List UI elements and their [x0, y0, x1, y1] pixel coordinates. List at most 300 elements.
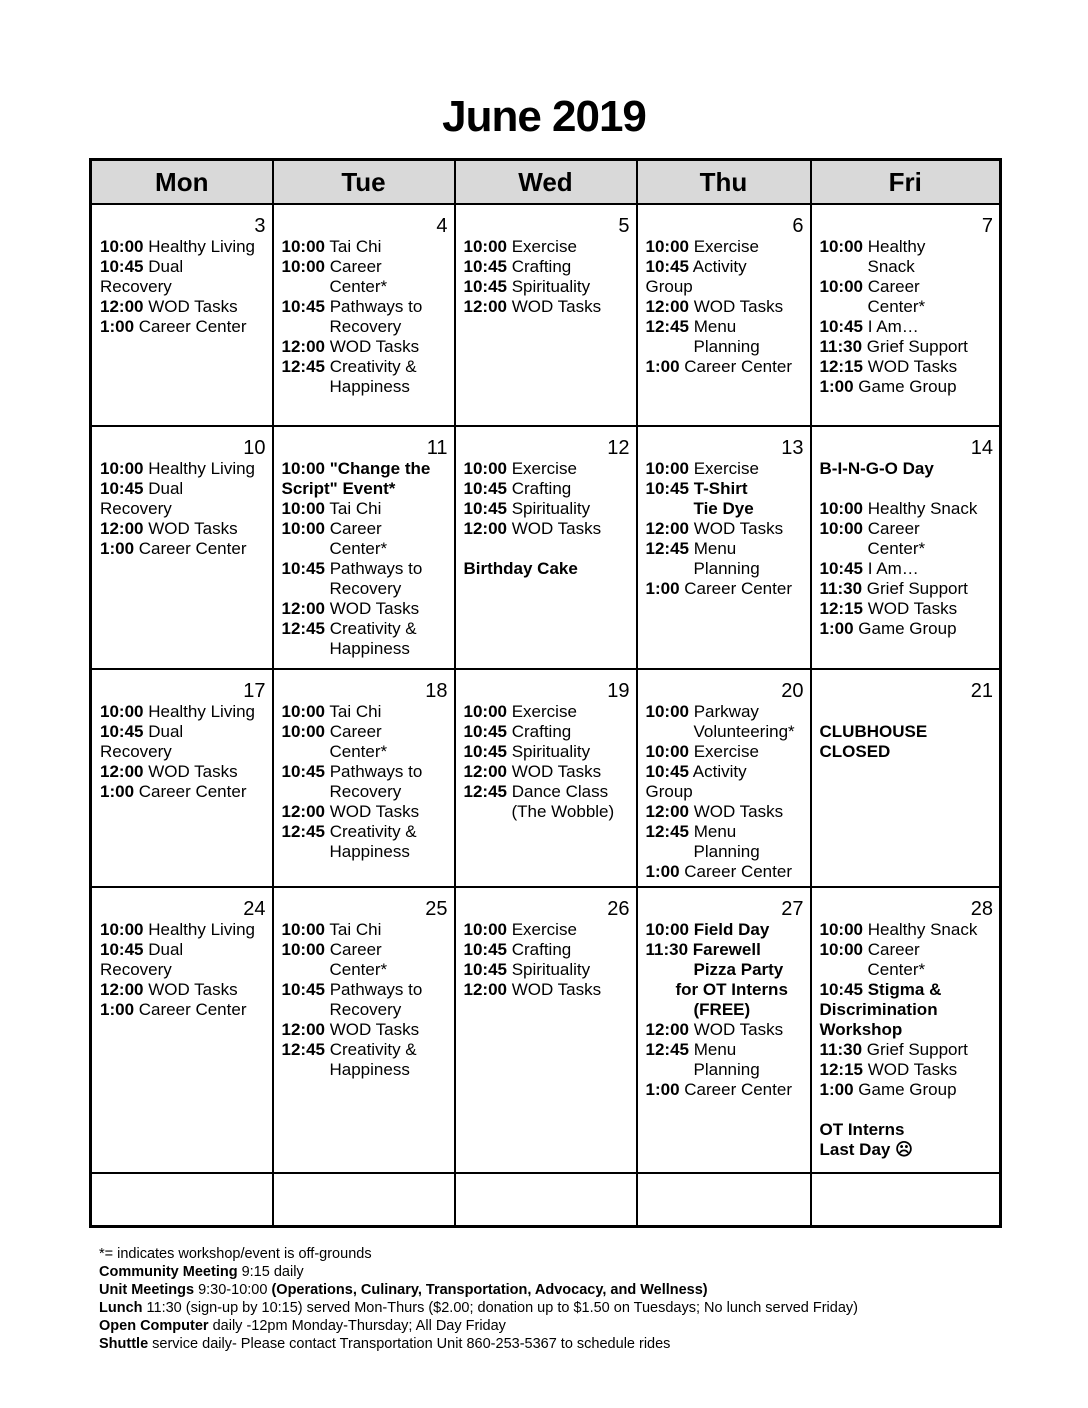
event-line	[464, 920, 630, 940]
event-desc: 11:30 Farewell	[645, 940, 761, 959]
event-time: 10:00	[281, 702, 325, 721]
event-desc: Career	[329, 940, 382, 959]
event-line	[820, 722, 994, 742]
footer-line: *= indicates workshop/event is off-grounds	[99, 1246, 372, 1262]
event-time: 10:00	[819, 277, 863, 296]
event-desc: Healthy Snack	[867, 920, 978, 939]
event-desc: Center*	[329, 539, 388, 558]
day-number: 3	[254, 215, 266, 237]
event-line	[820, 599, 994, 619]
event-desc: Discrimination	[819, 1000, 938, 1019]
event-line	[820, 297, 994, 317]
calendar-grid	[89, 158, 1002, 1228]
event-desc: Happiness	[329, 1060, 410, 1079]
event-line	[646, 822, 804, 842]
event-desc: Recovery	[329, 1000, 402, 1019]
event-desc: Career	[867, 519, 920, 538]
event-time: 10:45	[645, 762, 689, 781]
event-time: 1:00	[100, 782, 135, 801]
event-time: 1:00	[819, 619, 854, 638]
event-desc: Exercise	[693, 742, 759, 761]
day-cell	[455, 204, 637, 426]
event-desc: Career Center	[138, 317, 247, 336]
day-cell	[455, 1173, 637, 1226]
event-time: 11:30	[819, 337, 863, 356]
event-time: 12:45	[281, 1040, 325, 1059]
event-desc: WOD Tasks	[511, 519, 602, 538]
event-line	[464, 960, 630, 980]
event-time: 12:45	[645, 822, 689, 841]
event-time: 11:30	[819, 579, 863, 598]
day-cell	[637, 1173, 811, 1226]
event-desc: I Am…	[867, 559, 919, 578]
event-desc: Center*	[867, 960, 926, 979]
weekday-header: Wed	[455, 160, 637, 205]
event-time: 10:00	[281, 722, 325, 741]
event-desc: WOD Tasks	[511, 980, 602, 999]
event-line	[282, 762, 448, 782]
event-line	[820, 479, 994, 499]
event-line	[646, 742, 804, 762]
event-desc: Happiness	[329, 639, 410, 658]
event-desc: Career Center	[684, 1080, 792, 1099]
event-line	[646, 519, 804, 539]
event-line	[464, 559, 630, 579]
week-row	[91, 669, 1001, 887]
event-line	[820, 1100, 994, 1120]
event-time: 10:45	[100, 479, 144, 498]
footer-line: Shuttle service daily- Please contact Transportation Unit 860-253-5367 to schedule rides	[99, 1336, 671, 1352]
day-cell	[91, 1173, 273, 1226]
page-title: June 2019	[442, 92, 646, 141]
event-desc: Game Group	[858, 377, 957, 396]
event-desc: Exercise	[693, 459, 759, 478]
weekday-header: Fri	[811, 160, 1001, 205]
weekday-header: Mon	[91, 160, 273, 205]
event-line	[282, 639, 448, 659]
event-line	[646, 297, 804, 317]
event-time: 10:45	[463, 499, 507, 518]
event-desc: Healthy Living	[148, 702, 255, 721]
event-line	[464, 297, 630, 317]
event-desc: Menu	[693, 317, 737, 336]
event-line	[820, 357, 994, 377]
event-line	[100, 519, 266, 539]
day-number: 7	[981, 215, 993, 237]
event-desc: Menu	[693, 1040, 737, 1059]
event-desc: for OT Interns	[675, 980, 788, 999]
event-line	[100, 297, 266, 317]
event-time: 10:45	[463, 722, 507, 741]
event-time: 1:00	[819, 1080, 854, 1099]
event-time: 10:00	[463, 702, 507, 721]
event-line	[100, 479, 266, 499]
event-line	[282, 357, 448, 377]
day-number: 20	[781, 680, 804, 702]
event-line	[646, 802, 804, 822]
event-desc: Recovery	[329, 317, 402, 336]
event-desc: Creativity &	[329, 357, 417, 376]
event-line	[646, 277, 804, 297]
event-desc: Planning	[693, 337, 760, 356]
event-time: 10:45	[463, 940, 507, 959]
event-line	[282, 920, 448, 940]
day-cell	[91, 669, 273, 887]
event-time: 12:15	[819, 1060, 863, 1079]
event-line	[646, 459, 804, 479]
event-line	[646, 762, 804, 782]
event-line	[282, 277, 448, 297]
event-time: 10:45	[463, 479, 507, 498]
event-line	[820, 960, 994, 980]
event-time: 12:00	[100, 297, 144, 316]
event-line	[464, 762, 630, 782]
event-desc: Recovery	[100, 277, 172, 296]
event-line	[464, 702, 630, 722]
event-line	[282, 377, 448, 397]
week-row	[91, 1173, 1001, 1226]
event-desc: Center*	[329, 277, 388, 296]
event-line	[464, 479, 630, 499]
day-cell	[811, 1173, 1001, 1226]
event-desc: Healthy Living	[148, 237, 255, 256]
event-desc: Dual	[148, 722, 184, 741]
event-line	[100, 980, 266, 1000]
event-desc: Pathways to	[329, 980, 423, 999]
event-line	[646, 357, 804, 377]
event-line	[282, 1060, 448, 1080]
event-desc: Spirituality	[511, 960, 591, 979]
event-time: 12:45	[645, 317, 689, 336]
event-desc: Pathways to	[329, 762, 423, 781]
event-desc: Crafting	[511, 257, 572, 276]
event-line	[646, 257, 804, 277]
event-line	[646, 579, 804, 599]
event-line	[820, 579, 994, 599]
event-desc: Center*	[329, 960, 388, 979]
event-desc: WOD Tasks	[148, 519, 238, 538]
event-line	[820, 1000, 994, 1020]
event-line	[464, 237, 630, 257]
event-desc: CLOSED	[819, 742, 891, 761]
event-desc: Script" Event*	[281, 479, 396, 498]
day-cell	[637, 669, 811, 887]
event-time: 12:00	[463, 762, 507, 781]
event-line	[646, 499, 804, 519]
day-number: 19	[607, 680, 630, 702]
event-time: 12:45	[645, 539, 689, 558]
event-line	[100, 742, 266, 762]
event-line	[820, 980, 994, 1000]
event-line	[820, 1120, 994, 1140]
event-desc: B-I-N-G-O Day	[819, 459, 934, 478]
event-desc: WOD Tasks	[867, 599, 958, 618]
event-line	[100, 1000, 266, 1020]
event-desc: Workshop	[819, 1020, 903, 1039]
weekday-header: Thu	[637, 160, 811, 205]
event-desc: Planning	[693, 842, 760, 861]
day-number: 18	[425, 680, 448, 702]
event-desc: Center*	[329, 742, 388, 761]
event-desc: Game Group	[858, 1080, 957, 1099]
event-desc: Grief Support	[866, 579, 968, 598]
event-line	[820, 257, 994, 277]
event-time: 12:15	[819, 357, 863, 376]
event-time: 12:00	[100, 762, 144, 781]
event-time: 10:00	[463, 459, 507, 478]
day-cell	[91, 426, 273, 669]
day-cell	[91, 204, 273, 426]
event-desc: Recovery	[329, 782, 402, 801]
event-line	[464, 802, 630, 822]
day-cell	[637, 887, 811, 1173]
event-desc: WOD Tasks	[329, 337, 420, 356]
event-time: 1:00	[645, 357, 680, 376]
event-desc: Pathways to	[329, 297, 423, 316]
event-desc: Dance Class	[511, 782, 609, 801]
event-line	[464, 722, 630, 742]
day-number: 5	[618, 215, 630, 237]
event-desc: Crafting	[511, 940, 572, 959]
event-desc: Center*	[867, 297, 926, 316]
event-line	[820, 317, 994, 337]
event-line	[100, 702, 266, 722]
event-desc: WOD Tasks	[693, 1020, 784, 1039]
event-time: 10:45	[281, 980, 325, 999]
event-desc: Planning	[693, 1060, 760, 1079]
event-line	[820, 702, 994, 722]
event-line	[820, 1020, 994, 1040]
event-time: 10:00	[463, 237, 507, 256]
event-time: 10:45	[100, 940, 144, 959]
event-line	[282, 579, 448, 599]
event-time: 12:45	[281, 619, 325, 638]
day-number: 11	[426, 437, 448, 459]
event-desc: Center*	[867, 539, 926, 558]
event-desc: Spirituality	[511, 277, 591, 296]
event-time: 10:45	[463, 277, 507, 296]
day-number: 28	[970, 898, 993, 920]
event-desc: Last Day ☹	[819, 1140, 913, 1159]
event-desc: Activity	[692, 762, 747, 781]
event-desc: Healthy Living	[148, 459, 255, 478]
event-line	[646, 722, 804, 742]
event-desc: Dual	[148, 257, 184, 276]
event-line	[646, 317, 804, 337]
event-line	[282, 599, 448, 619]
event-desc: Crafting	[511, 722, 572, 741]
event-line	[646, 479, 804, 499]
event-line	[820, 277, 994, 297]
event-desc: Tai Chi	[329, 702, 382, 721]
footer-notes	[99, 1245, 858, 1353]
event-time: 10:45	[819, 317, 863, 336]
event-time: 10:00	[100, 237, 144, 256]
event-line	[282, 237, 448, 257]
event-desc: Career Center	[138, 782, 247, 801]
event-desc: WOD Tasks	[867, 1060, 958, 1079]
event-time: 10:00	[819, 499, 863, 518]
event-line	[820, 1060, 994, 1080]
event-time: 12:00	[281, 1020, 325, 1039]
event-desc: Tai Chi	[329, 920, 382, 939]
event-line	[282, 1040, 448, 1060]
event-time: 10:45	[281, 762, 325, 781]
event-line	[820, 1140, 994, 1160]
day-number: 17	[243, 680, 266, 702]
event-line	[464, 539, 630, 559]
event-time: 10:00	[819, 940, 863, 959]
event-desc: Pathways to	[329, 559, 423, 578]
event-line	[646, 1040, 804, 1060]
event-time: 10:00	[281, 237, 325, 256]
event-desc: Dual	[148, 940, 184, 959]
event-line	[282, 980, 448, 1000]
event-line	[820, 237, 994, 257]
event-time: 10:00	[819, 237, 863, 256]
event-line	[100, 940, 266, 960]
event-time: 10:45	[463, 257, 507, 276]
event-time: 12:15	[819, 599, 863, 618]
event-desc: 10:00 Field Day	[645, 920, 770, 939]
event-line	[100, 920, 266, 940]
event-line	[100, 762, 266, 782]
event-line	[282, 619, 448, 639]
event-line	[820, 1080, 994, 1100]
event-desc: Birthday Cake	[463, 559, 578, 578]
event-line	[646, 337, 804, 357]
week-row	[91, 204, 1001, 426]
event-line	[646, 1020, 804, 1040]
event-desc: Career Center	[684, 357, 792, 376]
event-time: 10:00	[100, 920, 144, 939]
event-line	[100, 317, 266, 337]
event-time: 10:00	[645, 459, 689, 478]
event-time: 10:00	[645, 237, 689, 256]
event-line	[646, 702, 804, 722]
day-cell	[811, 426, 1001, 669]
event-line	[646, 920, 804, 940]
event-line	[820, 940, 994, 960]
event-time: 10:00	[281, 257, 325, 276]
event-desc: Exercise	[693, 237, 759, 256]
event-time: 12:00	[463, 519, 507, 538]
event-line	[820, 499, 994, 519]
event-time: 10:00	[100, 702, 144, 721]
event-line	[646, 980, 804, 1000]
event-desc: Exercise	[511, 702, 577, 721]
weekday-header: Tue	[273, 160, 455, 205]
event-time: 12:45	[281, 822, 325, 841]
event-desc: Dual	[148, 479, 184, 498]
event-desc: (FREE)	[693, 1000, 751, 1019]
event-desc: WOD Tasks	[329, 1020, 420, 1039]
event-desc: WOD Tasks	[693, 802, 784, 821]
event-desc: Tai Chi	[329, 237, 382, 256]
event-desc: Group	[645, 782, 693, 801]
event-time: 1:00	[645, 862, 680, 881]
event-time: 12:00	[463, 297, 507, 316]
event-time: 12:00	[645, 519, 689, 538]
footer-line: Unit Meetings 9:30-10:00 (Operations, Culinary, Transportation, Advocacy, and Wellness)	[99, 1282, 708, 1298]
event-desc: Snack	[867, 257, 915, 276]
event-line	[820, 619, 994, 639]
event-desc: Tai Chi	[329, 499, 382, 518]
event-desc: Career	[329, 257, 382, 276]
event-time: 12:00	[281, 337, 325, 356]
event-line	[282, 702, 448, 722]
event-line	[646, 940, 804, 960]
event-time: 10:45	[100, 257, 144, 276]
event-line	[282, 722, 448, 742]
event-line	[100, 459, 266, 479]
event-desc: Menu	[693, 539, 737, 558]
event-desc: WOD Tasks	[511, 297, 602, 316]
event-line	[646, 539, 804, 559]
weekday-header-row	[91, 160, 1001, 205]
event-desc: Creativity &	[329, 619, 417, 638]
event-desc: Recovery	[100, 742, 172, 761]
event-line	[646, 237, 804, 257]
event-time: 10:45	[281, 559, 325, 578]
event-time: 10:00	[281, 940, 325, 959]
day-number: 14	[970, 437, 993, 459]
event-line	[282, 822, 448, 842]
day-cell	[455, 887, 637, 1173]
event-line	[282, 802, 448, 822]
event-time: 12:45	[281, 357, 325, 376]
event-desc: Career	[329, 722, 382, 741]
day-number: 21	[970, 680, 993, 702]
event-desc: Happiness	[329, 842, 410, 861]
event-desc: Crafting	[511, 479, 572, 498]
event-desc: Career Center	[684, 579, 792, 598]
footer-line: Lunch 11:30 (sign-up by 10:15) served Mon-Thurs ($2.00; donation up to $1.50 on Tuesdays; No lunch served Friday)	[99, 1300, 858, 1316]
event-time: 10:45	[819, 559, 863, 578]
event-line	[100, 960, 266, 980]
event-time: 10:00	[281, 499, 325, 518]
event-desc: Spirituality	[511, 742, 591, 761]
event-time: 10:45	[463, 742, 507, 761]
event-time: 12:00	[281, 802, 325, 821]
event-desc: 10:45 Stigma &	[819, 980, 942, 999]
event-desc: Game Group	[858, 619, 957, 638]
event-desc: Happiness	[329, 377, 410, 396]
event-time: 12:00	[100, 980, 144, 999]
event-line	[282, 257, 448, 277]
day-number: 25	[425, 898, 448, 920]
event-line	[282, 337, 448, 357]
event-desc: I Am…	[867, 317, 919, 336]
event-line	[464, 742, 630, 762]
event-desc: Career	[867, 277, 920, 296]
event-time: 12:00	[645, 1020, 689, 1039]
event-desc: Exercise	[511, 237, 577, 256]
event-desc: Career Center	[138, 1000, 247, 1019]
event-line	[646, 960, 804, 980]
event-line	[820, 742, 994, 762]
event-time: 10:45	[100, 722, 144, 741]
event-desc: Career	[329, 519, 382, 538]
day-number: 6	[792, 215, 804, 237]
event-desc: WOD Tasks	[693, 519, 784, 538]
event-desc: Volunteering*	[693, 722, 795, 741]
event-desc: Healthy Snack	[867, 499, 978, 518]
event-line	[464, 980, 630, 1000]
event-line	[100, 539, 266, 559]
event-desc: Career Center	[684, 862, 792, 881]
event-time: 12:00	[645, 297, 689, 316]
